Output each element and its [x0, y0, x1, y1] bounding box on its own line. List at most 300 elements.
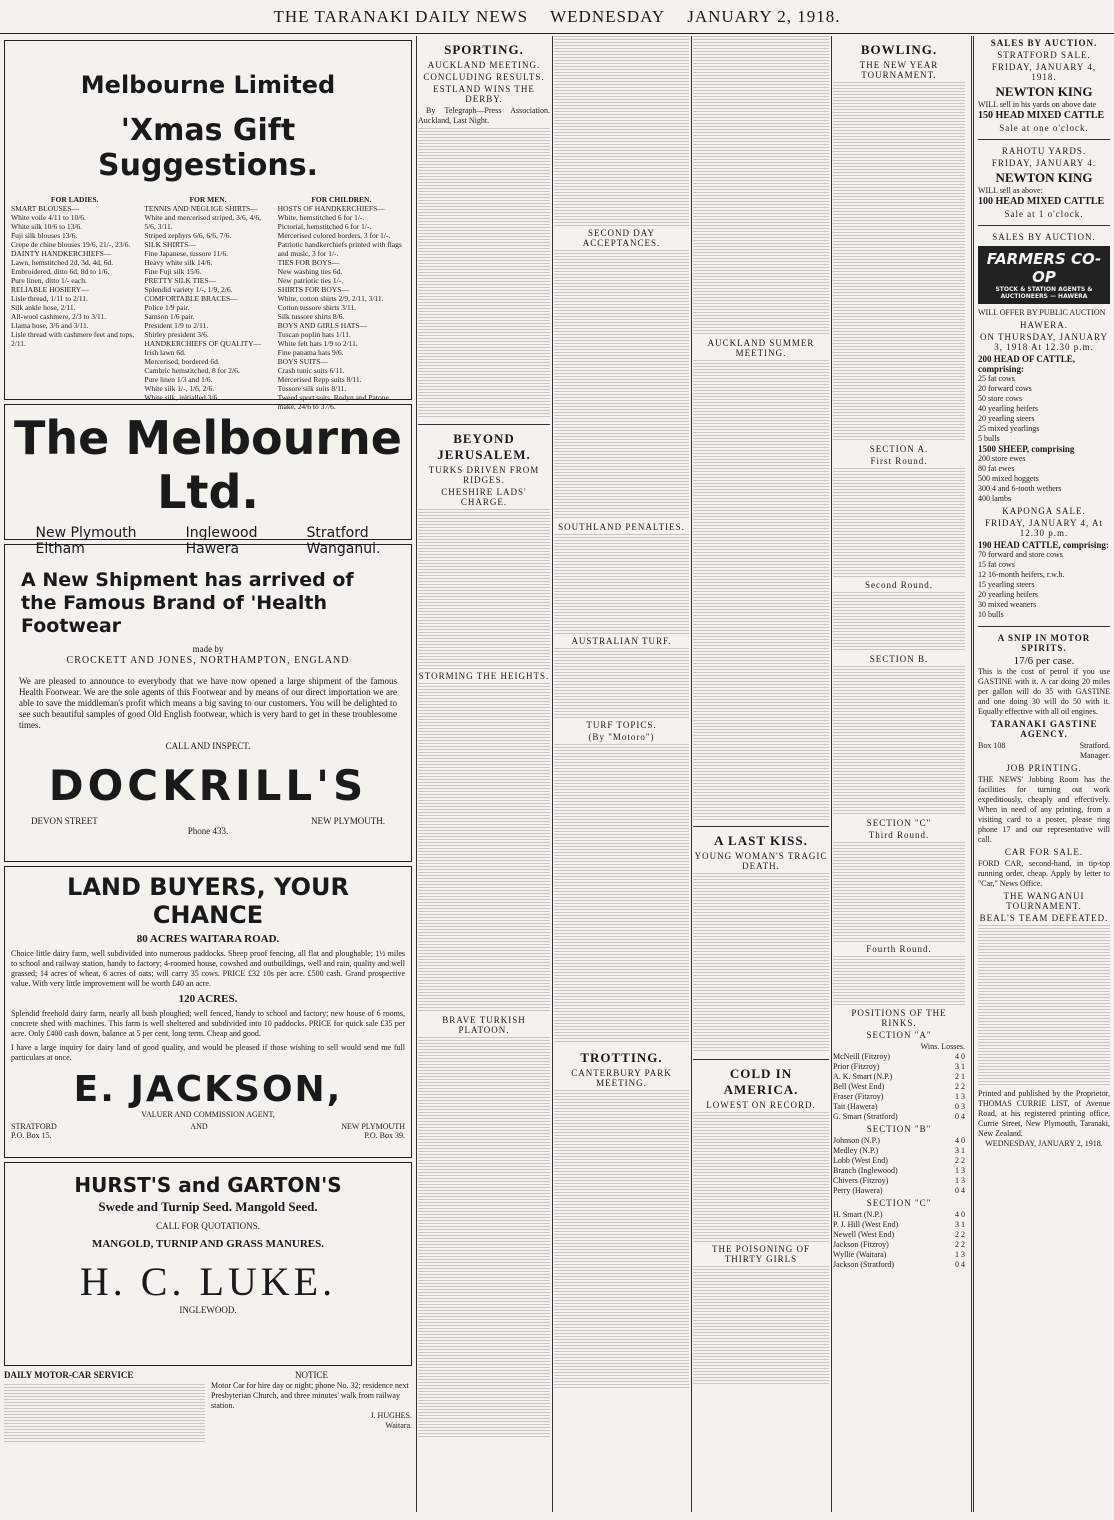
rink-losses: 2 [961, 1082, 965, 1091]
public-auction: WILL OFFER BY PUBLIC AUCTION [978, 308, 1106, 317]
list-item: 25 fat cows [978, 374, 1015, 383]
rink-name: McNeill (Fitzroy) [833, 1052, 891, 1061]
list-item: New patriotic ties 1/-. [277, 276, 344, 285]
list-item: Irish lawn 6d. [144, 348, 186, 357]
luke-town: INGLEWOOD. [179, 1305, 237, 1315]
pos-section-b: SECTION "B" [866, 1124, 932, 1134]
head-200: 200 HEAD OF CATTLE, comprising: [978, 354, 1076, 374]
block-120-acres: 120 ACRES. [178, 993, 238, 1005]
jackson-ad [4, 866, 412, 1158]
list-item: 20 forward cows [978, 384, 1032, 393]
turf-topics: TURF TOPICS. [586, 720, 657, 730]
jackson-name: E. JACKSON, [73, 1069, 343, 1110]
paper-date: JANUARY 2, 1918. [687, 6, 841, 26]
list-item: Mercerised Repp suits 8/11. [277, 375, 362, 384]
table-row [833, 1240, 965, 1250]
wins-losses-label: Wins. Losses. [920, 1042, 965, 1051]
rink-losses: 3 [961, 1250, 965, 1259]
turf-topics-byline: (By "Motoro") [588, 732, 655, 742]
farmers-logo-sub: STOCK & STATION AGENTS & AUCTIONEERS — HAWERA [995, 286, 1093, 300]
newton-king: NEWTON KING [995, 84, 1093, 99]
jackson-town-2: NEW PLYMOUTH [341, 1122, 405, 1131]
masthead [0, 0, 1114, 34]
head-150: 150 HEAD MIXED CATTLE [978, 110, 1105, 121]
sale-one: Sale at one o'clock. [999, 123, 1089, 133]
rink-wins: 1 [955, 1166, 959, 1175]
block-120-body: Splendid freehold dairy farm, nearly all bush ploughed; well fenced, handy to school and factory; new house of 6 rooms, concrete shed with machines. This farm is well sheltered and subdivided into 10 paddocks. PRICE for quick sale £35 per acre. Only £400 cash down, balance at 5 per cent, long term. Cheap and good. [11, 1009, 405, 1038]
rink-losses: 3 [961, 1176, 965, 1185]
list-item: Mercerised, bordered 6d. [144, 357, 220, 366]
town-inglewood: Inglewood [185, 525, 258, 541]
list-item: 70 forward and store cows [978, 550, 1063, 559]
motor-service-title: DAILY MOTOR-CAR SERVICE [4, 1370, 134, 1380]
snip-heading: A SNIP IN MOTOR SPIRITS. [997, 633, 1091, 653]
rink-losses: 1 [961, 1062, 965, 1071]
friday-2: FRIDAY, JANUARY 4. [991, 158, 1097, 168]
rink-name: A. K. Smart (N.P.) [833, 1072, 893, 1081]
town-stratford: Stratford [306, 525, 369, 541]
children-list [278, 195, 405, 411]
bottom-left-notices [4, 1370, 412, 1460]
dockrill-street: DEVON STREET [31, 816, 98, 826]
table-row [833, 1176, 965, 1186]
rink-wins: 3 [955, 1146, 959, 1155]
positions-rinks: POSITIONS OF THE RINKS. [851, 1008, 947, 1028]
table-row [833, 1146, 965, 1156]
stratford-sale: STRATFORD SALE. [997, 50, 1091, 60]
table-row [833, 1052, 965, 1062]
farmers-coop-logo [978, 246, 1110, 304]
list-item: HOSTS OF HANDKERCHIEFS— [277, 204, 385, 213]
rink-wins: 2 [955, 1156, 959, 1165]
bowling-text [833, 82, 965, 442]
town-eltham: Eltham [35, 541, 85, 557]
turf-text [554, 534, 689, 634]
list-item: 12 16-month heifers, r.w.h. [978, 570, 1065, 579]
second-day-acceptances: SECOND DAY ACCEPTANCES. [582, 228, 661, 248]
rink-name: P. J. Hill (West End) [833, 1220, 899, 1229]
snip-body: This is the cost of petrol if you use GASTINE with it. A car doing 20 miles per gallon will do 35 with GASTINE and one doing 30 will do 50 with it. Equally effective with all oil engines. [978, 667, 1110, 716]
rink-wins: 0 [955, 1112, 959, 1121]
table-row [833, 1260, 965, 1270]
advertisement-column [0, 36, 416, 1512]
call-quotations: CALL FOR QUOTATIONS. [156, 1221, 260, 1231]
lowest-record: LOWEST ON RECORD. [706, 1100, 816, 1110]
dockrills-ad [4, 544, 412, 862]
turf-text [554, 250, 689, 520]
table-row [833, 1166, 965, 1176]
maker-name: CROCKETT AND JONES, NORTHAMPTON, ENGLAND [66, 655, 350, 666]
gastine-box: Box 108 [978, 741, 1006, 750]
list-item: DAINTY HANDKERCHIEFS— [11, 249, 112, 258]
trotting-text [554, 1090, 689, 1390]
first-round: First Round. [870, 456, 928, 466]
jackson-and: AND [190, 1122, 208, 1131]
turf-column [554, 36, 689, 1512]
list-item: Samson 1/6 pair. [144, 312, 195, 321]
rink-losses: 0 [961, 1052, 965, 1061]
rink-wins: 1 [955, 1250, 959, 1259]
list-item: Striped zephyrs 6/6, 6/6, 7/6. [144, 231, 232, 240]
melbourne-gift-ad [4, 40, 412, 411]
tournament-text [978, 925, 1110, 1085]
rink-wins: 4 [955, 1052, 959, 1061]
gift-headline: 'Xmas Gift Suggestions. [98, 113, 318, 183]
auckland-meeting: AUCKLAND MEETING. [427, 60, 541, 70]
snip-price: 17/6 per case. [1013, 655, 1075, 667]
rink-losses: 4 [961, 1260, 965, 1269]
rink-losses: 3 [961, 1166, 965, 1175]
rink-wins: 4 [955, 1136, 959, 1145]
hughes-town: Waitara. [385, 1421, 412, 1430]
table-row [833, 1250, 965, 1260]
list-item: Tussore silk suits 8/11. [277, 384, 347, 393]
town-new-plymouth: New Plymouth [35, 525, 137, 541]
block-80-body: Choice little dairy farm, well subdivided into numerous paddocks. Sheep proof fencing, all flat and ploughable; 1½ miles to school and railway station, handy to factory; 4-roomed house, cowshed and outbuildings, well and rain, quality and well grassed; 14 acres of wheat, 6 acres of oats; will carry 35 cows. PRICE £32 10s per acre. £500 cash. Grand prospective value. With very little improvement will be worth £40 an acre. [11, 949, 405, 988]
list-item: Cotton tussore shirts 3/11. [277, 303, 357, 312]
list-item: Patriotic handkerchiefs printed with flags and music, 3 for 1/-. [277, 240, 402, 258]
imprint: Printed and published by the Proprietor, THOMAS CURRIE LIST, of Avenue Road, at his registered printing office, Currie Street, New Plymouth, Taranaki, New Zealand. [978, 1089, 1110, 1138]
australian-turf: AUSTRALIAN TURF. [571, 636, 672, 646]
turf-text [554, 744, 689, 1044]
turf-text [554, 36, 689, 226]
table-row [833, 1102, 965, 1112]
tragic-death: YOUNG WOMAN'S TRAGIC DEATH. [694, 851, 828, 871]
table-row [833, 1072, 965, 1082]
list-item: Crepe de chine blouses 19/6, 21/-, 23/6. [11, 240, 131, 249]
ladies-heading: FOR LADIES. [50, 195, 99, 204]
car-body: FORD CAR, second-hand, in tip-top running order, cheap. Apply by letter to "Car," News Office. [978, 859, 1110, 888]
paper-day: WEDNESDAY [550, 6, 666, 26]
rink-losses: 4 [961, 1186, 965, 1195]
sale-two: Sale at 1 o'clock. [1004, 209, 1084, 219]
list-item: Lawn, hemstitched 2d, 3d, 4d, 6d. [11, 258, 114, 267]
dockrill-phone: Phone 433. [187, 826, 229, 836]
rink-losses: 1 [961, 1072, 965, 1081]
canterbury-park: CANTERBURY PARK MEETING. [571, 1068, 672, 1088]
list-item: White silk, initialled 3/6. [144, 393, 220, 402]
imprint-date: WEDNESDAY, JANUARY 2, 1918. [985, 1139, 1103, 1148]
rink-wins: 0 [955, 1260, 959, 1269]
friday-date: FRIDAY, JANUARY 4, 1918. [991, 62, 1097, 82]
list-item: 50 store cows [978, 394, 1022, 403]
list-item: Heavy white silk 14/6. [144, 258, 213, 267]
rink-name: Perry (Hawera) [833, 1186, 883, 1195]
sporting-byline: By Telegraph—Press Association. Auckland, Last Night. [418, 106, 550, 125]
gastine-town: Stratford. [1079, 741, 1110, 750]
sporting-heading: SPORTING. [444, 42, 524, 57]
rink-name: G. Smart (Stratford) [833, 1112, 898, 1121]
table-row [833, 1136, 965, 1146]
rink-wins: 2 [955, 1072, 959, 1081]
list-item: 10 bulls [978, 610, 1004, 619]
list-item: 200 store ewes [978, 454, 1026, 463]
list-item: 20 yearling heifers [978, 590, 1038, 599]
notice-title: NOTICE [295, 1370, 328, 1380]
table-row [833, 1082, 965, 1092]
table-row [833, 1230, 965, 1240]
list-item: 80 fat ewes [978, 464, 1015, 473]
jackson-town-1: STRATFORD [11, 1122, 57, 1131]
list-item: HANDKERCHIEFS OF QUALITY— [144, 339, 261, 348]
list-item: TIES FOR BOYS— [277, 258, 340, 267]
list-item: Pictorial, hemstitched 6 for 1/-. [277, 222, 372, 231]
section-b: SECTION B. [869, 654, 929, 664]
head-190: 190 HEAD CATTLE, comprising: [978, 540, 1109, 550]
jackson-box-1: P.O. Box 15. [11, 1131, 52, 1140]
cold-america: COLD IN AMERICA. [723, 1066, 799, 1097]
hawera-label: HAWERA. [1019, 320, 1069, 330]
concluding-results: CONCLUDING RESULTS. [423, 72, 545, 82]
section-a: SECTION A. [869, 444, 929, 454]
rink-losses: 2 [961, 1240, 965, 1249]
sales-column [973, 36, 1114, 1512]
auckland-summer: AUCKLAND SUMMER MEETING. [707, 338, 815, 358]
list-item: 15 fat cows [978, 560, 1015, 569]
list-item: Embroidered, ditto 6d, 8d to 1/6. [11, 267, 110, 276]
list-item: White, hemstitched 6 for 1/-. [277, 213, 365, 222]
list-item: PRETTY SILK TIES— [144, 276, 216, 285]
list-item: White, cotton shirts 2/9, 2/11, 3/11. [277, 294, 384, 303]
fourth-round: Fourth Round. [866, 944, 932, 954]
jerusalem-text [418, 509, 550, 669]
turf-text [554, 648, 689, 718]
rink-wins: 1 [955, 1176, 959, 1185]
list-item: 500 mixed hoggets [978, 474, 1039, 483]
list-item: New washing ties 6d. [277, 267, 343, 276]
list-item: 25 mixed yearlings [978, 424, 1040, 433]
news-text [693, 36, 829, 336]
list-item: Pure linen 1/3 and 1/6. [144, 375, 213, 384]
rink-name: Prior (Fitzroy) [833, 1062, 880, 1071]
rink-name: Chivers (Fitzroy) [833, 1176, 889, 1185]
will-sell-2: WILL sell as above: [978, 186, 1043, 195]
beals-team: BEAL'S TEAM DEFEATED. [979, 913, 1109, 923]
table-row [833, 1220, 965, 1230]
melbourne-ltd-title: The Melbourne Ltd. [14, 411, 402, 519]
bowling-text [833, 842, 965, 942]
jerusalem-text [418, 1037, 550, 1437]
list-item: Fine panama hats 9/6. [277, 348, 344, 357]
list-item: 30 mixed weaners [978, 600, 1037, 609]
list-item: Fine Japanese, tussore 11/6. [144, 249, 228, 258]
list-item: Splendid variety 1/-, 1/9, 2/6. [144, 285, 233, 294]
rink-name: Tait (Hawera) [833, 1102, 878, 1111]
sporting-column [418, 36, 550, 1512]
luke-ad [4, 1162, 412, 1366]
list-item: 400 lambs [978, 494, 1012, 503]
jerusalem-text [418, 683, 550, 1013]
news-text [693, 360, 829, 820]
list-item: Shirley president 3/6. [144, 330, 209, 339]
town-wanganui: Wanganui. [306, 541, 381, 557]
new-year-tournament: THE NEW YEAR TOURNAMENT. [859, 60, 939, 80]
friday-3: FRIDAY, JANUARY 4, At 12.30 p.m. [985, 518, 1103, 538]
rink-wins: 2 [955, 1230, 959, 1239]
sales-auction-2: SALES BY AUCTION. [992, 232, 1096, 242]
rink-wins: 3 [955, 1220, 959, 1229]
list-item: White felt hats 1/9 to 2/11. [277, 339, 358, 348]
children-heading: FOR CHILDREN. [311, 195, 372, 204]
list-item: Silk tussore shirts 8/6. [277, 312, 345, 321]
rink-losses: 1 [961, 1146, 965, 1155]
list-item: Fuji silk blouses 13/6. [11, 231, 78, 240]
sales-heading: SALES BY AUCTION. [990, 38, 1098, 48]
jackson-box-2: P.O. Box 39. [364, 1131, 405, 1140]
rink-wins: 0 [955, 1102, 959, 1111]
table-row [833, 1186, 965, 1196]
list-item: White and mercerised striped, 3/6, 4/6, 5/6, 3/11. [144, 213, 261, 231]
rink-losses: 1 [961, 1220, 965, 1229]
newton-king-2: NEWTON KING [995, 170, 1093, 185]
table-row [833, 1156, 965, 1166]
block-80-acres: 80 ACRES WAITARA ROAD. [136, 933, 280, 945]
men-list [144, 195, 271, 411]
hughes-name: J. HUGHES. [370, 1411, 412, 1420]
wanganui-tournament: THE WANGANUI TOURNAMENT. [1003, 891, 1085, 911]
list-item: Crash tunic suits 6/11. [277, 366, 345, 375]
rink-wins: 3 [955, 1062, 959, 1071]
head-100: 100 HEAD MIXED CATTLE [978, 196, 1105, 207]
bowling-text [833, 666, 965, 816]
kaponga-sale: KAPONGA SALE. [1002, 506, 1086, 516]
rink-wins: 4 [955, 1210, 959, 1219]
column-rule [691, 36, 692, 1512]
men-heading: FOR MEN. [189, 195, 227, 204]
list-item: Pure linen, ditto 1/- each. [11, 276, 87, 285]
table-row [833, 1210, 965, 1220]
list-item: President 1/9 to 2/11. [144, 321, 209, 330]
news-text [693, 1112, 829, 1242]
list-item: White silk 10/6 to 13/6. [11, 222, 83, 231]
list-item: Tuscan poplin hats 1/11. [277, 330, 351, 339]
jerusalem-sub-1: TURKS DRIVEN FROM RIDGES. [428, 465, 540, 485]
southland-penalties: SOUTHLAND PENALTIES. [558, 522, 685, 532]
pos-section-a: SECTION "A" [866, 1030, 932, 1040]
list-item: BOYS SUITS— [277, 357, 328, 366]
bowling-column [833, 36, 969, 1512]
job-body: THE NEWS' Jobbing Room has the facilities for turning out work expeditiously, cheaply and effectively. When in need of any printing, from a visiting card to a poster, please ring phone 17 and our representative will call. [978, 775, 1110, 844]
poisoning-heading: THE POISONING OF THIRTY GIRLS [711, 1244, 810, 1264]
list-item: 20 yearling steers [978, 414, 1035, 423]
dockrill-name: DOCKRILL'S [48, 761, 368, 810]
rink-name: Medley (N.P.) [833, 1146, 879, 1155]
section-c: SECTION "C" [866, 818, 932, 828]
bowling-text [833, 468, 965, 578]
list-item: TENNIS AND NEGLIGE SHIRTS— [144, 204, 258, 213]
jerusalem-sub-2: CHESHIRE LADS' CHARGE. [441, 487, 527, 507]
list-item: Mercerised colored borders, 3 for 1/-. [277, 231, 391, 240]
rink-name: Johnson (N.P.) [833, 1136, 880, 1145]
list-item: Cambric hemstitched, 8 for 2/6. [144, 366, 240, 375]
rink-name: Jackson (Fitzroy) [833, 1240, 889, 1249]
hughes-body: Motor Car for hire day or night; phone No. 32; residence next Presbyterian Church, and three minutes' walk from railway station. [211, 1381, 409, 1410]
jerusalem-sub-4: BRAVE TURKISH PLATOON. [442, 1015, 526, 1035]
list-item: Lisle thread with cashmere feet and tops, 2/11. [11, 330, 135, 348]
list-item: SMART BLOUSES— [11, 204, 79, 213]
table-row [833, 1092, 965, 1102]
list-item: 5 bulls [978, 434, 1000, 443]
column-rule [831, 36, 832, 1512]
list-item: SILK SHIRTS— [144, 240, 196, 249]
table-row [833, 1112, 965, 1122]
list-item: 15 yearling steers [978, 580, 1035, 589]
sporting-text [418, 128, 550, 418]
list-item: All-wool cashmere, 2/3 to 3/11. [11, 312, 107, 321]
rink-wins: 2 [955, 1082, 959, 1091]
list-item: White silk 1/-, 1/6, 2/6. [144, 384, 215, 393]
made-by-label: made by [192, 644, 224, 654]
rink-name: Wyllie (Waitara) [833, 1250, 887, 1259]
column-rule [552, 36, 553, 1512]
second-round: Second Round. [865, 580, 933, 590]
rink-losses: 2 [961, 1156, 965, 1165]
news-column [693, 36, 829, 1512]
news-text [693, 1266, 829, 1386]
rink-wins: 1 [955, 1092, 959, 1101]
last-kiss-heading: A LAST KISS. [714, 833, 808, 848]
rink-name: Fraser (Fitzroy) [833, 1092, 884, 1101]
rink-losses: 4 [961, 1112, 965, 1121]
hughes-notice [211, 1370, 412, 1460]
rink-losses: 0 [961, 1210, 965, 1219]
bowling-text [833, 956, 965, 1006]
rink-name: Branch (Inglewood) [833, 1166, 898, 1175]
table-row [833, 1062, 965, 1072]
third-round: Third Round. [868, 830, 930, 840]
list-item: Silk ankle hose, 2/11. [11, 303, 76, 312]
list-item: Fine Fuji silk 15/6. [144, 267, 202, 276]
list-item: Llama hose, 3/6 and 3/11. [11, 321, 89, 330]
dockrill-headline: A New Shipment has arrived of the Famous Brand of 'Health Footwear [21, 569, 354, 637]
paper-title: THE TARANAKI DAILY NEWS [273, 6, 529, 26]
gastine-manager: Manager. [1080, 751, 1110, 760]
list-item: 300 4 and 6-tooth wethers [978, 484, 1062, 493]
sheep-1500: 1500 SHEEP, comprising [978, 444, 1075, 454]
rahotu-yards: RAHOTU YARDS. [1001, 146, 1087, 156]
seed-line: Swede and Turnip Seed. Mangold Seed. [98, 1199, 318, 1214]
list-item: BOYS AND GIRLS HATS— [277, 321, 368, 330]
trotting-heading: TROTTING. [580, 1050, 663, 1065]
list-item: Police 1/9 pair. [144, 303, 190, 312]
list-item: Tweed sport suits, Rodyn and Patone make, 24/6 to 37/6. [277, 393, 389, 411]
pos-section-c: SECTION "C" [866, 1198, 932, 1208]
town-hawera: Hawera [185, 541, 240, 557]
motor-service [4, 1370, 205, 1460]
ladies-list [11, 195, 138, 411]
rink-wins: 2 [955, 1240, 959, 1249]
news-text [693, 873, 829, 1053]
rink-losses: 3 [961, 1092, 965, 1101]
rink-wins: 0 [955, 1186, 959, 1195]
jerusalem-heading: BEYOND JERUSALEM. [437, 431, 531, 462]
list-item: RELIABLE HOSIERY— [11, 285, 89, 294]
column-rule [416, 36, 417, 1512]
bowling-text [833, 592, 965, 652]
luke-name: H. C. LUKE. [79, 1259, 337, 1304]
hurst-garton: HURST'S and GARTON'S [74, 1173, 342, 1197]
call-inspect: CALL AND INSPECT. [165, 741, 251, 751]
list-item: SHIRTS FOR BOYS— [277, 285, 349, 294]
rink-name: H. Smart (N.P.) [833, 1210, 883, 1219]
thursday-date: ON THURSDAY, JANUARY 3, 1918 At 12.30 p.m. [979, 332, 1109, 352]
farmers-logo-text: FARMERS CO-OP [986, 250, 1102, 286]
melbourne-ltd-ad [4, 404, 412, 557]
inquiry-body: I have a large inquiry for dairy land of good quality, and would be pleased if those wishing to sell would send me full particulars at once. [11, 1043, 405, 1062]
bowling-heading: BOWLING. [860, 42, 938, 57]
list-item: 40 yearling heifers [978, 404, 1038, 413]
land-buyers-headline: LAND BUYERS, YOUR CHANCE [67, 873, 349, 929]
